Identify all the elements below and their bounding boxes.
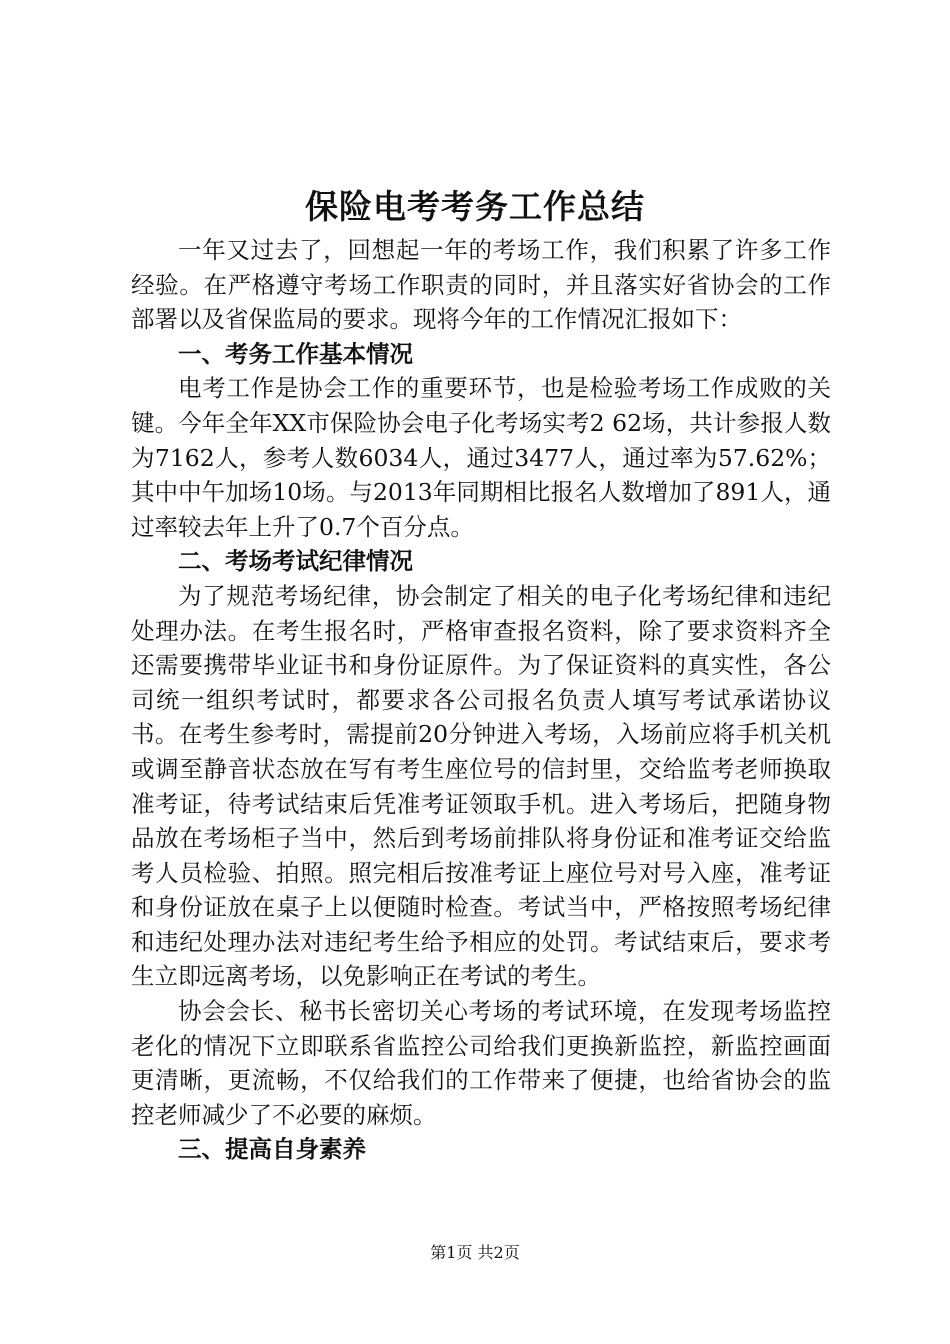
section-heading-1: 一、考务工作基本情况	[178, 339, 413, 368]
section-2-paragraph-1: 为了规范考场纪律，协会制定了相关的电子化考场纪律和违纪处理办法。在考生报名时，严格审查报名资料，除了要求资料齐全还需要携带毕业证书和身份证原件。为了保证资料的真实性，各公司统一组织考试时，都要求各公司报名负责人填写考试承诺协议书。在考生参考时，需提前20分钟进入考场，入场前应将手机关机或调至静音状态放在写有考生座位号的信封里，交给监考老师换取准考证，待考试结束后凭准考证领取手机。进入考场后，把随身物品放在考场柜子当中，然后到考场前排队将身份证和准考证交给监考人员检验、拍照。照完相后按准考证上座位号对号入座，准考证和身份证放在桌子上以便随时检查。考试当中，严格按照考场纪律和违纪处理办法对违纪考生给予相应的处罚。考试结束后，要求考生立即远离考场，以免影响正在考试的考生。	[131, 581, 831, 991]
page-number-footer: 第1页 共2页	[430, 1243, 520, 1262]
section-heading-2: 二、考场考试纪律情况	[178, 547, 413, 576]
section-1-paragraph: 电考工作是协会工作的重要环节，也是检验考场工作成败的关键。今年全年XX市保险协会电子化考场实考2 62场，共计参报人数为7162人，参考人数6034人，通过3477人，通过率为57.62%；其中中午加场10场。与2013年同期相比报名人数增加了891人，通过率较去年上升了0.7个百分点。	[131, 374, 831, 541]
section-heading-3: 三、提高自身素养	[178, 1135, 366, 1164]
document-title: 保险电考考务工作总结	[305, 187, 645, 226]
intro-paragraph: 一年又过去了，回想起一年的考场工作，我们积累了许多工作经验。在严格遵守考场工作职责的同时，并且落实好省协会的工作部署以及省保监局的要求。现将今年的工作情况汇报如下：	[131, 236, 831, 334]
section-2-paragraph-2: 协会会长、秘书长密切关心考场的考试环境，在发现考场监控老化的情况下立即联系省监控公司给我们更换新监控，新监控画面更清晰，更流畅，不仅给我们的工作带来了便捷，也给省协会的监控老师减少了不必要的麻烦。	[131, 997, 831, 1129]
document-body	[131, 233, 831, 1167]
